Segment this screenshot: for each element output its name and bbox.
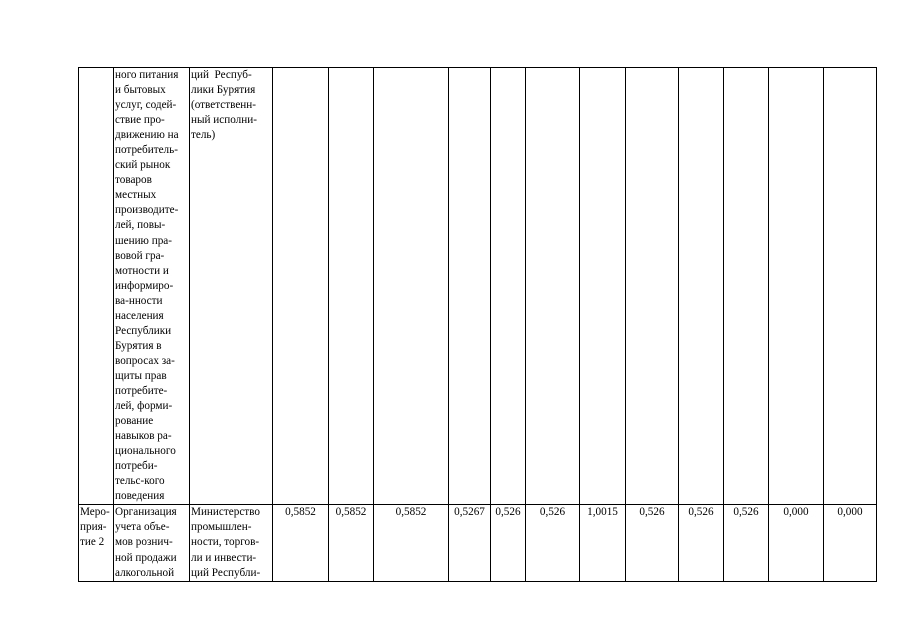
measure-label-cell: Меро- прия- тие 2 [79, 505, 114, 581]
responsible-executor-cell: Министерство промышлен- ности, торгов- ли и инвести- ций Республи- [190, 505, 273, 581]
value-cell [580, 68, 626, 505]
table-row [79, 505, 877, 581]
value-cell [679, 68, 724, 505]
responsible-executor-cell: ций Респуб- лики Бурятия (ответственн- ный исполни- тель) [190, 68, 273, 505]
value-cell [526, 68, 580, 505]
value-cell: 0,526 [526, 505, 580, 581]
value-cell: 1,0015 [580, 505, 626, 581]
value-cell: 0,526 [724, 505, 769, 581]
value-cell [769, 68, 824, 505]
value-cell: 0,526 [679, 505, 724, 581]
value-cell: 0,5852 [329, 505, 374, 581]
value-cell [273, 68, 329, 505]
table-row [79, 68, 877, 505]
value-cell [626, 68, 679, 505]
value-cell: 0,526 [626, 505, 679, 581]
value-cell: 0,526 [491, 505, 526, 581]
measure-description-cell: ного питания и бытовых услуг, содей- ствие про- движению на потребитель- ский рынок товаров местных производите- лей, повы- шению пра- вовой гра- мотности и информиро- ва-нности населения Республики Бурятия в вопросах за- щиты прав потребите- лей, форми- рование навыков ра- ционального потреби- тельс-кого поведения [114, 68, 190, 505]
value-cell [491, 68, 526, 505]
value-cell [449, 68, 491, 505]
value-cell [824, 68, 877, 505]
value-cell [374, 68, 449, 505]
value-cell: 0,000 [824, 505, 877, 581]
document-table [78, 67, 877, 582]
measure-label-cell [79, 68, 114, 505]
value-cell: 0,5852 [374, 505, 449, 581]
value-cell: 0,5267 [449, 505, 491, 581]
value-cell [724, 68, 769, 505]
value-cell: 0,5852 [273, 505, 329, 581]
value-cell [329, 68, 374, 505]
measure-description-cell: Организация учета объе- мов рознич- ной продажи алкогольной [114, 505, 190, 581]
value-cell: 0,000 [769, 505, 824, 581]
